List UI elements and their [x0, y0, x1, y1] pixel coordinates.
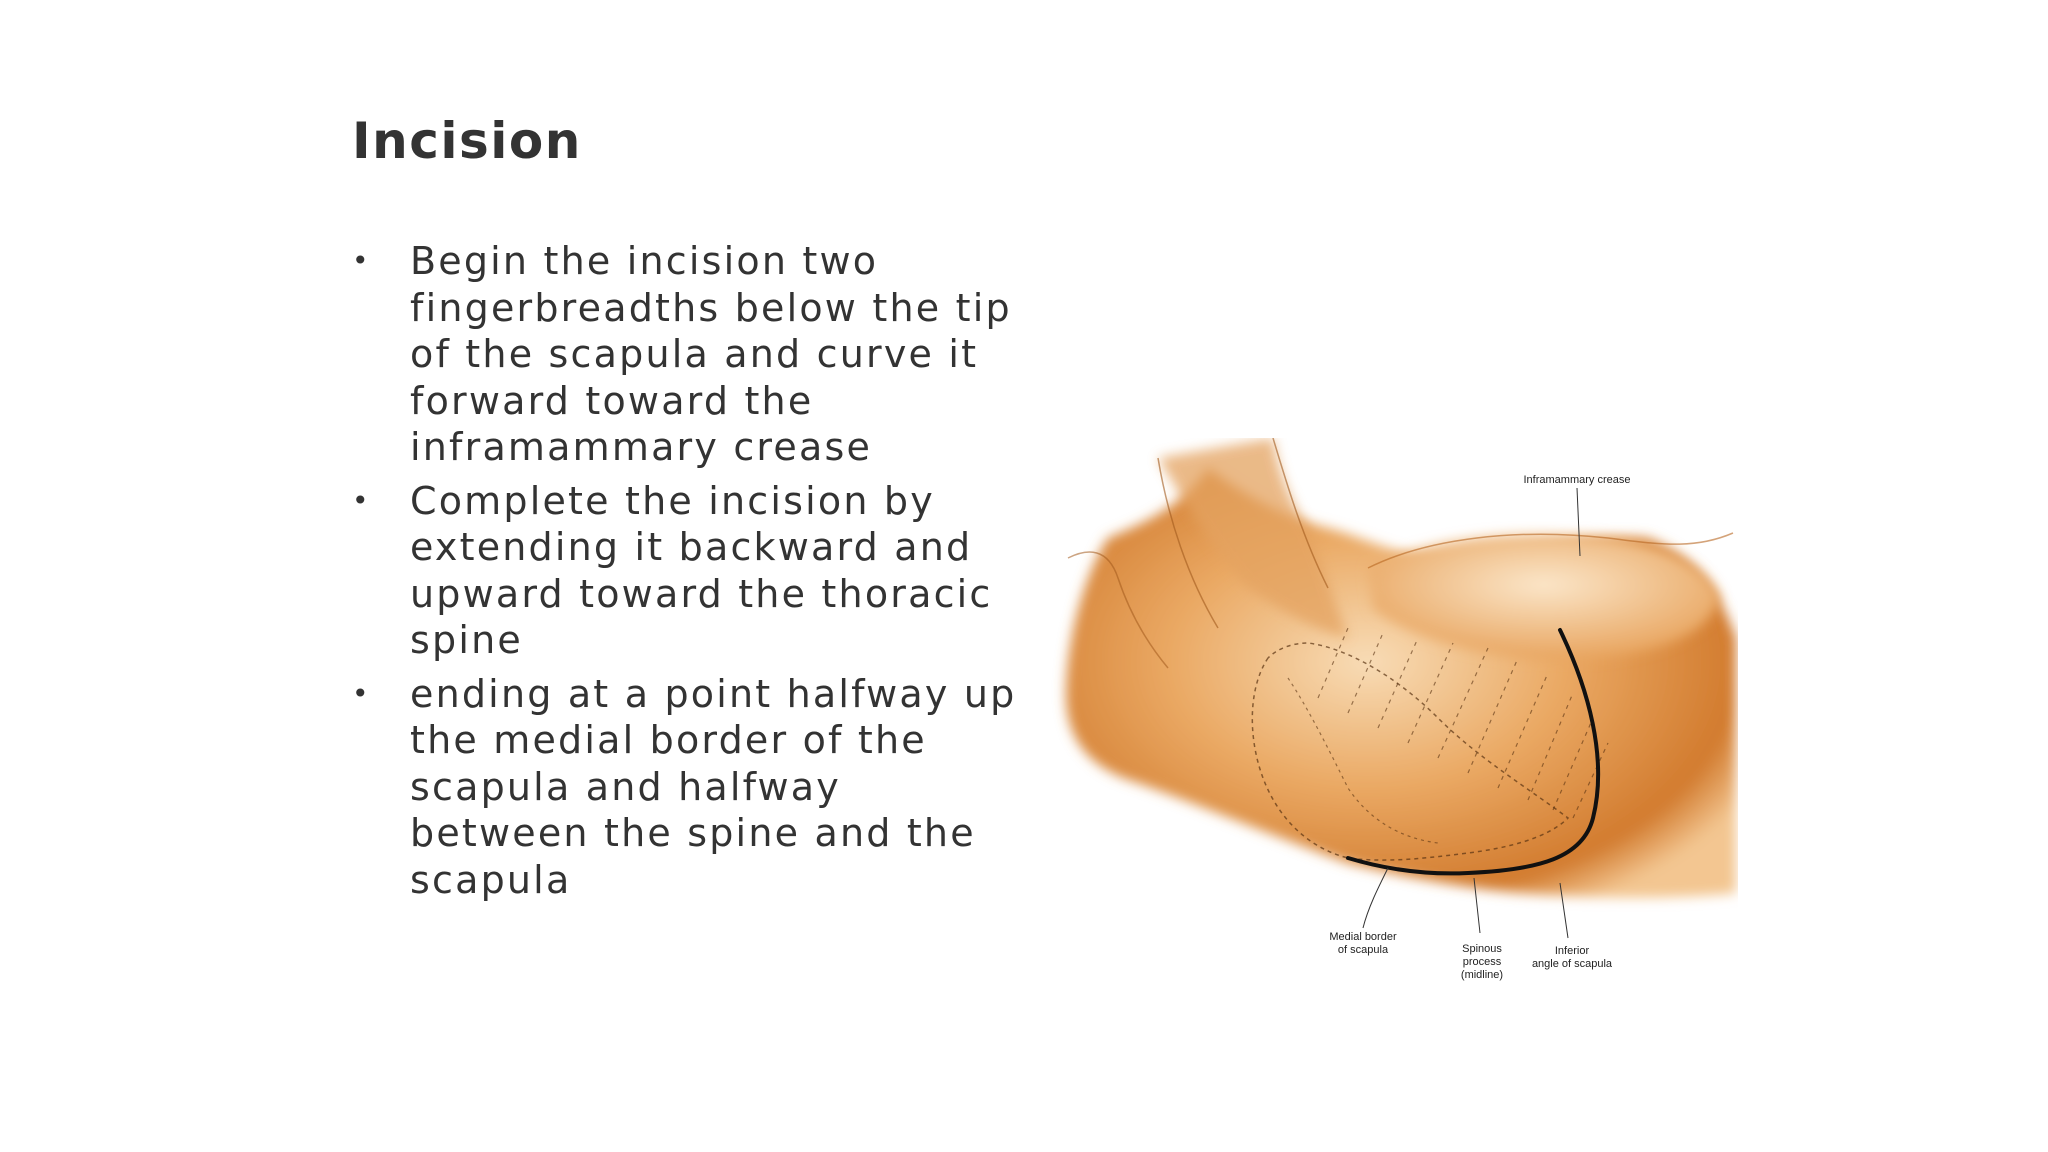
- bullet-dot-icon: •: [352, 483, 371, 517]
- label-spinous-line1: Spinous: [1462, 943, 1502, 955]
- bullet-text: Begin the incision two fingerbreadths below the tip of the scapula and curve it forward toward the inframammary crease: [410, 239, 1012, 469]
- label-medial-border-line2: of scapula: [1337, 944, 1389, 956]
- label-inferior-angle-line1: Inferior: [1554, 945, 1590, 957]
- bullet-text: Complete the incision by extending it backward and upward toward the thoracic spine: [410, 478, 993, 662]
- label-spinous-line2: process: [1462, 956, 1502, 968]
- torso-shape: [1066, 468, 1736, 898]
- bullet-dot-icon: •: [352, 676, 371, 710]
- bullet-list: [352, 238, 1032, 910]
- bullet-item: [352, 238, 1032, 471]
- anatomy-figure: [1048, 438, 1738, 990]
- bullet-text: ending at a point halfway up the medial border of the scapula and halfway between the spine and the scapula: [410, 671, 1017, 902]
- label-medial-border-line1: Medial border: [1329, 931, 1397, 943]
- label-spinous-line3: (midline): [1460, 969, 1504, 981]
- incision-illustration: [1048, 438, 1738, 990]
- label-inferior-angle-line2: angle of scapula: [1531, 958, 1613, 970]
- bullet-item: [352, 671, 1032, 904]
- slide-title: Incision: [352, 112, 582, 170]
- bullet-item: [352, 478, 1032, 664]
- label-inframammary-crease: Inframammary crease: [1523, 474, 1631, 486]
- bullet-dot-icon: •: [352, 244, 371, 277]
